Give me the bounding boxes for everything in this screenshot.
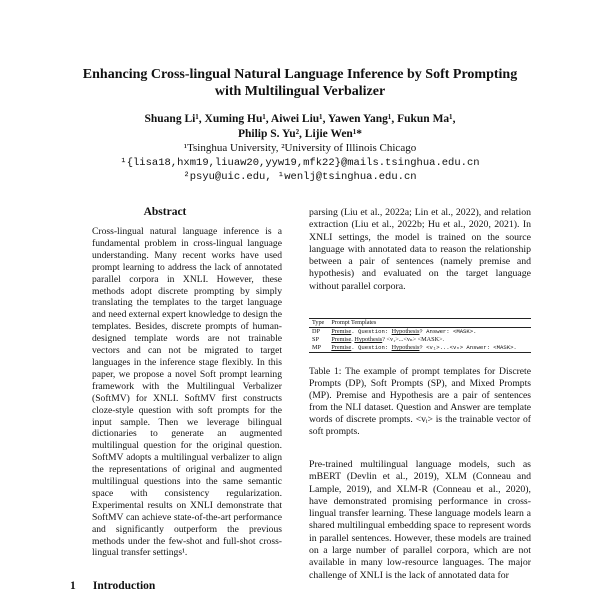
premise-word: Premise — [331, 336, 352, 343]
table-cell-template — [328, 344, 531, 353]
table-header-type: Type — [312, 319, 325, 326]
table-cell-template — [328, 328, 531, 337]
right-column-paragraph-1: parsing (Liu et al., 2022a; Lin et al., 2022), and relation extraction (Liu et al., 2022b; Hu et al., 2020, 2021). In XNLI settings, the model is trained on the source language with annotated data to reason the relationship between a pair of sentences (namely premise and hypothesis) and evaluated on the target language without parallel corpora. — [309, 207, 531, 292]
emails-line-2: ²psyu@uic.edu, ¹wenlj@tsinghua.edu.cn — [183, 171, 417, 183]
section-number: 1 — [70, 580, 76, 592]
section-title: Introduction — [92, 580, 156, 592]
premise-word: Premise — [331, 328, 352, 335]
author-list — [40, 112, 560, 142]
authors-line-1: Shuang Li¹, Xuming Hu¹, Aiwei Liu¹, Yawen Yang¹, Fukun Ma¹, — [144, 113, 456, 125]
table-cell-type: MP — [312, 344, 321, 351]
hypothesis-word: Hypothesis — [354, 336, 383, 343]
affiliation: ¹Tsinghua University, ²University of Illinois Chicago — [183, 142, 417, 154]
template-mid: . — [351, 336, 355, 343]
table-cell-type: DP — [312, 328, 320, 335]
authors-line-2: Philip S. Yu², Lijie Wen¹* — [237, 128, 363, 140]
template-mid: . Question: — [351, 328, 392, 335]
table-row — [309, 336, 531, 344]
table-cell-type: SP — [312, 336, 319, 343]
title-line-2: with Multilingual Verbalizer — [214, 84, 386, 99]
emails-line-1: ¹{lisa18,hxm19,liuaw20,yyw19,mfk22}@mails.tsinghua.edu.cn — [120, 157, 480, 169]
abstract-heading: Abstract — [143, 206, 187, 218]
hypothesis-word: Hypothesis — [391, 344, 420, 351]
right-column-paragraph-2: Pre-trained multilingual language models, such as mBERT (Devlin et al., 2019), XLM (Conneau and Lample, 2019), and XLM-R (Conneau et al., 2020), have demonstrated promising performance in cross-lingual transfer learning. These language models learn a shared multilingual embedding space to represent words in parallel sentences. However, these models are trained on a large number of parallel corpora, which are not available in many low-resource languages. The major challenge of XNLI is the lack of annotated data for — [309, 459, 531, 581]
table-header-templates: Prompt Templates — [331, 319, 377, 326]
table-cell-template — [328, 336, 531, 344]
template-mid: . Question: — [351, 344, 392, 351]
table-header-row — [309, 319, 531, 328]
template-end: ? <v₁>...<vₙ> Answer: <MASK>. — [419, 344, 517, 351]
section-heading-introduction — [70, 580, 155, 592]
template-end: ? <v₁>...<vₙ> <MASK>. — [382, 336, 445, 343]
table-row — [309, 344, 531, 353]
paper-title — [40, 66, 560, 100]
hypothesis-word: Hypothesis — [391, 328, 420, 335]
abstract-text: Cross-lingual natural language inference is a fundamental problem in cross-lingual language understanding. Many recent works have used prompt learning to address the lack of annotated parallel corpora in XNLI. However, these methods adopt discrete prompting by simply translating the templates to the target language and need external expert knowledge to design the templates. Besides, discrete prompts of human-designed template words are not trainable vectors and can not be migrated to target languages in the inference stage flexibly. In this paper, we propose a novel Soft prompt learning framework with the Multilingual Verbalizer (SoftMV) for XNLI. SoftMV first constructs cloze-style question with soft prompts for the input sample. Then we leverage bilingual dictionaries to generate an augmented multilingual question for the original question. SoftMV adopts a multilingual verbalizer to align the representations of original and augmented multilingual questions into the same semantic space with consistency regularization. Experimental results on XNLI demonstrate that SoftMV can achieve state-of-the-art performance and significantly outperform the previous methods under the few-shot and full-shot cross-lingual transfer settings¹. — [92, 226, 282, 559]
prompt-templates-table — [309, 318, 531, 353]
template-end: ? Answer: <MASK>. — [419, 328, 477, 335]
table-caption: Table 1: The example of prompt templates for Discrete Prompts (DP), Soft Prompts (SP), and Mixed Prompts (MP). Premise and Hypothesis are a pair of sentences from the NLI dataset. Question and Answer are template words of discrete prompts. <vᵢ> is the trainable vector of soft prompts. — [309, 366, 531, 437]
title-line-1: Enhancing Cross-lingual Natural Language Inference by Soft Prompting — [82, 67, 518, 82]
table-row — [309, 328, 531, 337]
premise-word: Premise — [331, 344, 352, 351]
